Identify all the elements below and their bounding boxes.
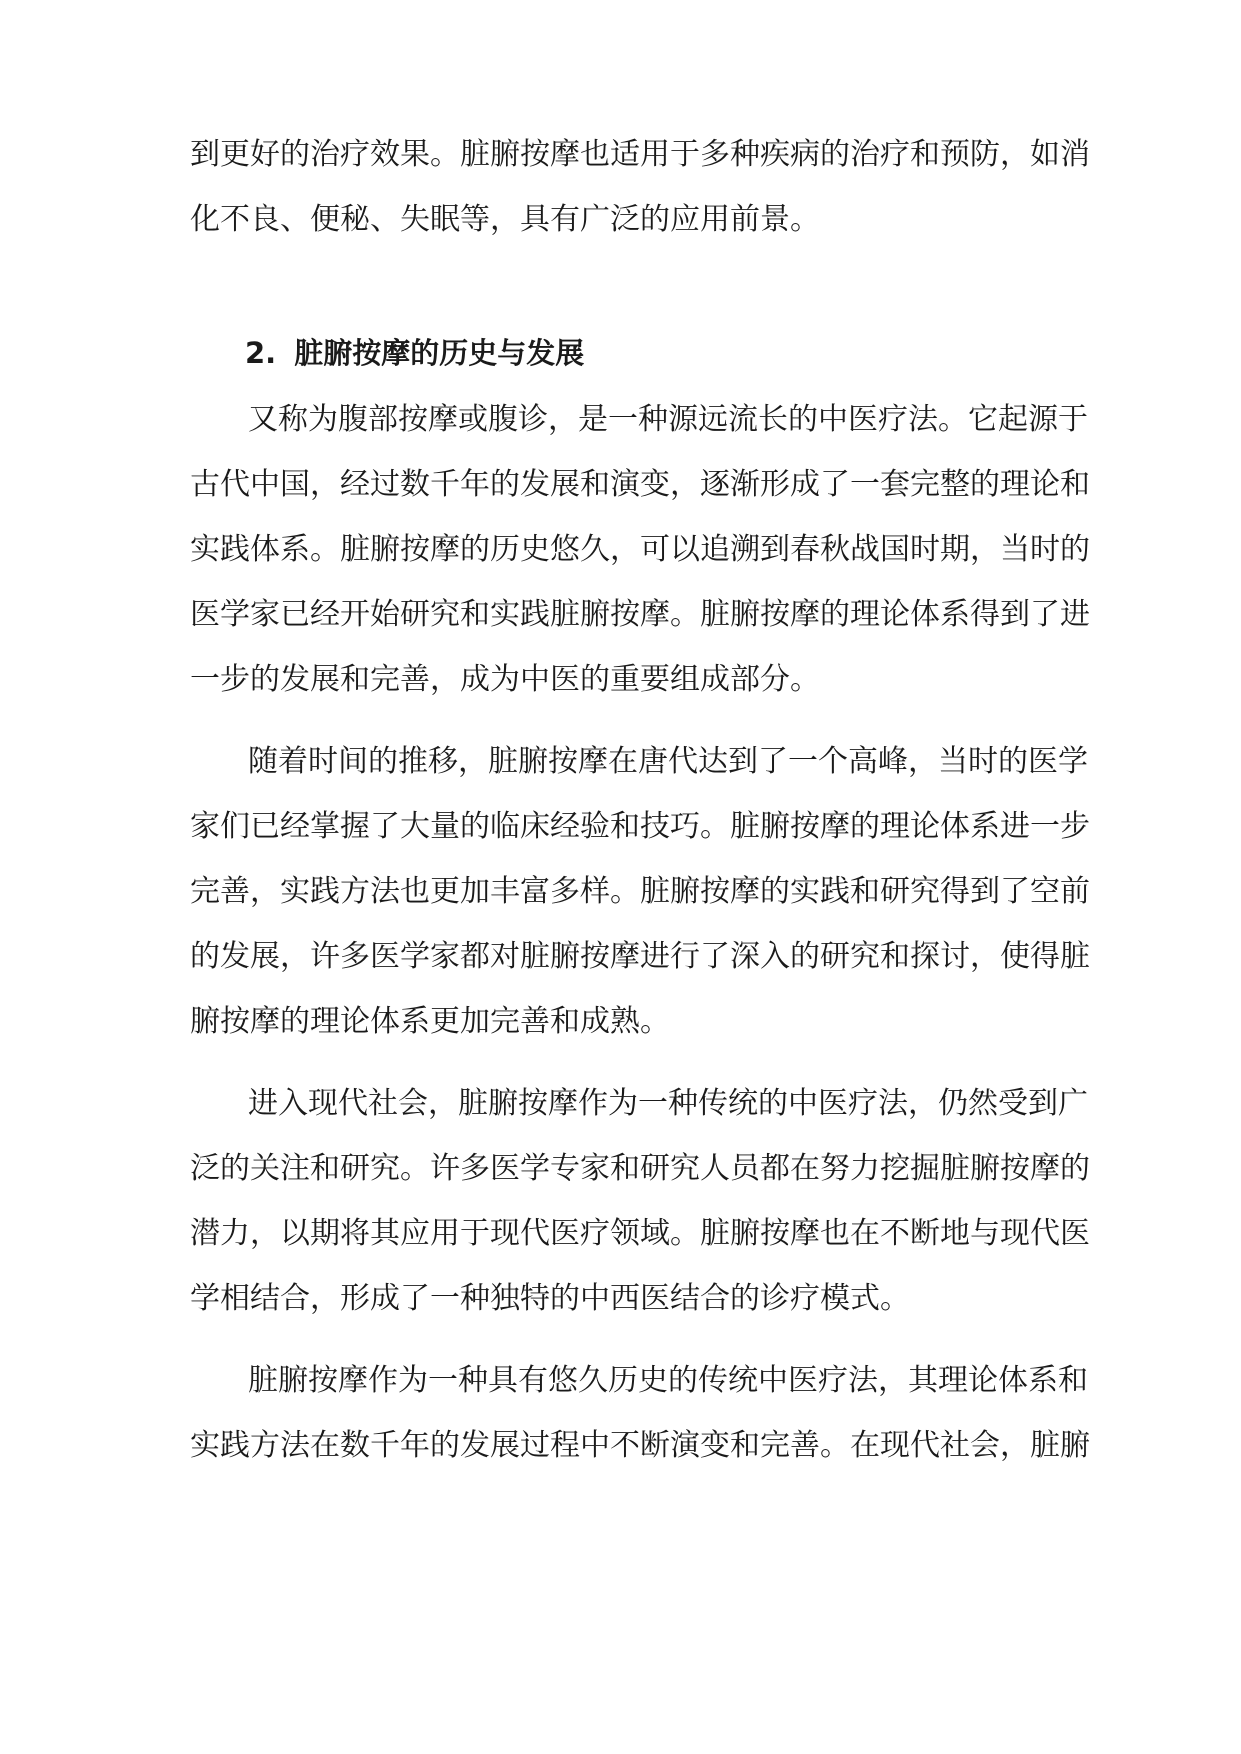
section-heading [245, 333, 584, 373]
text-line: 一步的发展和完善，成为中医的重要组成部分。 [190, 662, 820, 697]
text-line: 学相结合，形成了一种独特的中西医结合的诊疗模式。 [190, 1281, 910, 1316]
text-line: 医学家已经开始研究和实践脏腑按摩。脏腑按摩的理论体系得到了进 [190, 597, 1090, 632]
section-title: 脏腑按摩的历史与发展 [294, 336, 585, 370]
text-line: 古代中国，经过数千年的发展和演变，逐渐形成了一套完整的理论和 [190, 467, 1090, 502]
text-line: 进入现代社会，脏腑按摩作为一种传统的中医疗法，仍然受到广 [248, 1086, 1088, 1121]
text-line: 随着时间的推移，脏腑按摩在唐代达到了一个高峰，当时的医学 [248, 744, 1088, 779]
section-number: 2. [245, 336, 277, 370]
text-line: 的发展，许多医学家都对脏腑按摩进行了深入的研究和探讨，使得脏 [190, 939, 1090, 974]
text-line: 泛的关注和研究。许多医学专家和研究人员都在努力挖掘脏腑按摩的 [190, 1151, 1090, 1186]
text-line: 腑按摩的理论体系更加完善和成熟。 [190, 1004, 670, 1039]
text-line: 又称为腹部按摩或腹诊，是一种源远流长的中医疗法。它起源于 [248, 402, 1088, 437]
text-line: 脏腑按摩作为一种具有悠久历史的传统中医疗法，其理论体系和 [248, 1363, 1088, 1398]
text-line: 完善，实践方法也更加丰富多样。脏腑按摩的实践和研究得到了空前 [190, 874, 1090, 909]
text-line: 化不良、便秘、失眠等，具有广泛的应用前景。 [190, 202, 820, 237]
text-line: 实践体系。脏腑按摩的历史悠久，可以追溯到春秋战国时期，当时的 [190, 532, 1090, 567]
text-line: 到更好的治疗效果。脏腑按摩也适用于多种疾病的治疗和预防，如消 [190, 137, 1090, 172]
text-line: 潜力，以期将其应用于现代医疗领域。脏腑按摩也在不断地与现代医 [190, 1216, 1090, 1251]
text-line: 家们已经掌握了大量的临床经验和技巧。脏腑按摩的理论体系进一步 [190, 809, 1090, 844]
text-line: 实践方法在数千年的发展过程中不断演变和完善。在现代社会，脏腑 [190, 1428, 1090, 1463]
